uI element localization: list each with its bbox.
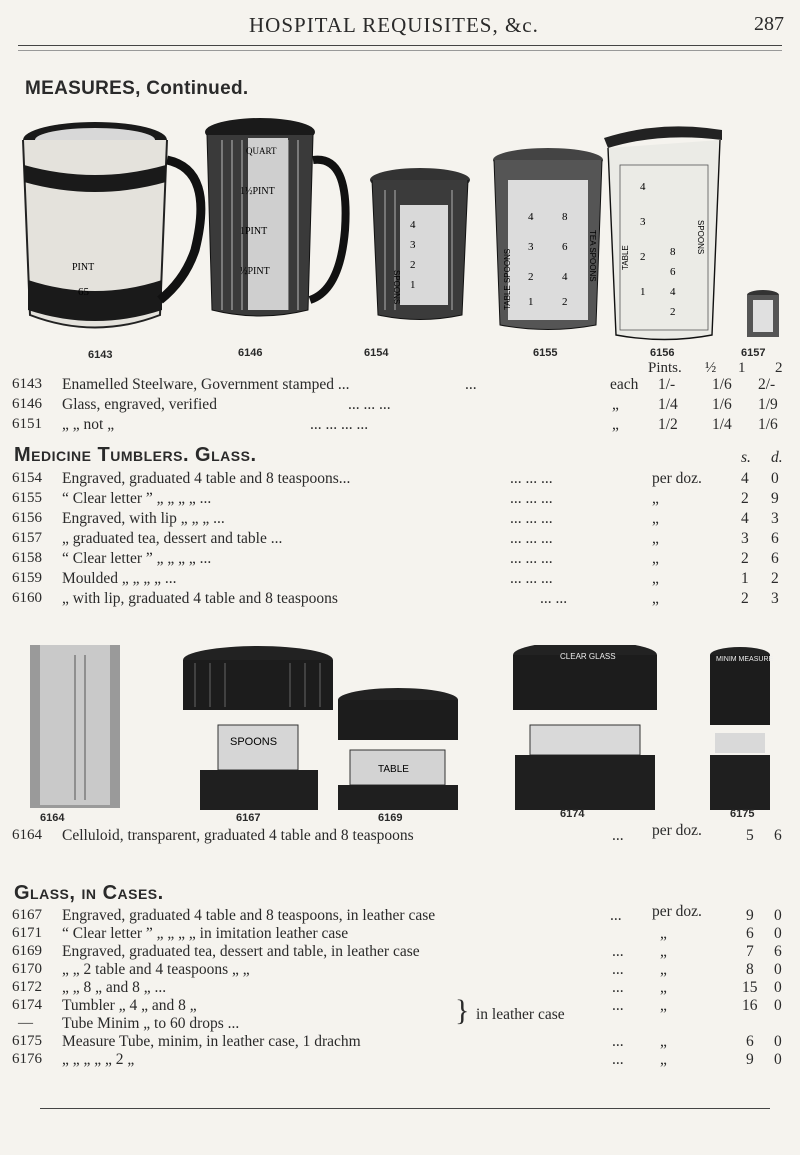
catalogue-number: 6167 <box>12 907 42 923</box>
brace-text: in leather case <box>476 1006 565 1023</box>
header-rule <box>18 45 782 46</box>
leader-dots: ... <box>612 1033 624 1050</box>
item-description: Engraved, graduated 4 table and 8 teaspoons, in leather case <box>62 907 436 924</box>
unit: „ <box>660 943 667 960</box>
figure-number-6143: 6143 <box>88 349 113 361</box>
price-shillings: 1 <box>741 570 749 587</box>
case-6169-illustration <box>338 688 458 810</box>
pints-header-half: ½ <box>705 360 717 376</box>
catalogue-number: 6143 <box>12 376 42 392</box>
figure-number-6174: 6174 <box>560 808 585 820</box>
leader-dots: ... ... ... <box>348 396 391 413</box>
svg-text:4: 4 <box>562 271 568 283</box>
svg-text:2: 2 <box>640 251 646 263</box>
svg-text:4: 4 <box>670 286 676 298</box>
cases-illustrations <box>0 645 800 815</box>
leader-dots: ... <box>612 961 624 978</box>
item-description: „ „ not „ <box>62 416 115 433</box>
item-description: “ Clear letter ” „ „ „ „ ... <box>62 490 212 507</box>
svg-text:6: 6 <box>562 241 568 253</box>
celluloid-unit: per doz. <box>652 822 702 839</box>
unit: „ <box>652 570 659 587</box>
svg-text:3: 3 <box>528 241 534 253</box>
unit: „ <box>652 510 659 527</box>
leader-dots: ... ... ... <box>510 530 553 547</box>
leader-dots: ... ... ... <box>510 550 553 567</box>
celluloid-description: Celluloid, transparent, graduated 4 table and 8 teaspoons <box>62 827 414 844</box>
figure-number-6155: 6155 <box>533 347 558 359</box>
catalogue-number: 6171 <box>12 925 42 941</box>
mug-label: PINT <box>72 262 95 273</box>
leader-dots: ... <box>612 997 624 1014</box>
medicine-tumbler-illustration <box>370 168 470 320</box>
svg-text:4: 4 <box>410 219 416 231</box>
item-description: Engraved, graduated 4 table and 8 teaspoons... <box>62 470 351 487</box>
catalogue-number: 6174 <box>12 997 42 1013</box>
case-spoons-label: SPOONS <box>230 736 278 748</box>
price-pence: 6 <box>771 530 779 547</box>
item-description: “ Clear letter ” „ „ „ „ in imitation leather case <box>62 925 349 942</box>
svg-text:1: 1 <box>528 296 534 308</box>
jug-pint-half-upper-label: 1½PINT <box>240 186 275 197</box>
catalogue-number: 6170 <box>12 961 42 977</box>
price-pence: 0 <box>774 1051 782 1068</box>
catalogue-number: 6175 <box>12 1033 42 1049</box>
svg-text:6: 6 <box>670 266 676 278</box>
price-pence: 2 <box>771 570 779 587</box>
price-pence: 0 <box>774 907 782 924</box>
catalogue-number: — <box>18 1015 33 1031</box>
measure-spoons-label: SPOONS <box>696 220 705 255</box>
item-description: „ „ 8 „ and 8 „ ... <box>62 979 167 996</box>
item-description: Engraved, with lip „ „ „ ... <box>62 510 225 527</box>
item-description: Moulded „ „ „ „ ... <box>62 570 177 587</box>
svg-text:1: 1 <box>640 286 646 298</box>
catalogue-number: 6172 <box>12 979 42 995</box>
unit: „ <box>652 490 659 507</box>
section-title: MEASURES, Continued. <box>25 78 249 99</box>
unit: „ <box>652 530 659 547</box>
leader-dots: ... ... ... <box>510 470 553 487</box>
price-pence: 6 <box>774 943 782 960</box>
price-shillings: 6 <box>746 1033 754 1050</box>
case-clear-glass-label: CLEAR GLASS <box>560 652 616 661</box>
price-shillings: 9 <box>746 1051 754 1068</box>
case-6167-illustration <box>183 646 333 810</box>
case-minim-label: MINIM MEASURE <box>716 656 774 663</box>
price-pence: 0 <box>774 1033 782 1050</box>
footer-rule <box>40 1108 770 1109</box>
price-pence: 0 <box>774 979 782 996</box>
leader-dots: ... <box>465 376 477 393</box>
svg-text:4: 4 <box>640 181 646 193</box>
unit: „ <box>652 590 659 607</box>
unit: „ <box>660 979 667 996</box>
price-shillings: 16 <box>742 997 758 1014</box>
item-description: „ „ „ „ „ 2 „ <box>62 1051 135 1068</box>
catalogue-number: 6159 <box>12 570 42 586</box>
leader-dots: ... <box>612 1051 624 1068</box>
jug-quart-label: QUART <box>246 146 277 156</box>
price-shillings: 7 <box>746 943 754 960</box>
price-shillings: 3 <box>741 530 749 547</box>
beaker-table-spoons-label: TABLE SPOONS <box>503 248 512 310</box>
leader-dots: ... <box>610 907 622 924</box>
celluloid-price-shillings: 5 <box>746 827 754 844</box>
leader-dots: ... ... ... <box>510 510 553 527</box>
price-shillings: 15 <box>742 979 758 996</box>
price-one-pint: 1/6 <box>712 376 732 393</box>
svg-text:2: 2 <box>670 306 676 318</box>
unit: „ <box>652 550 659 567</box>
celluloid-catalogue-number: 6164 <box>12 827 42 843</box>
enamel-jug-illustration <box>23 122 201 328</box>
figure-number-6156: 6156 <box>650 347 675 359</box>
unit: „ <box>660 925 667 942</box>
leader-dots: ... ... ... <box>510 490 553 507</box>
jug-pint-label: 1PINT <box>240 226 268 237</box>
item-description: „ „ 2 table and 4 teaspoons „ „ <box>62 961 250 978</box>
item-description: „ graduated tea, dessert and table ... <box>62 530 283 547</box>
item-description: Engraved, graduated tea, dessert and table, in leather case <box>62 943 420 960</box>
price-one-pint: 1/6 <box>712 396 732 413</box>
price-shillings: 4 <box>741 470 749 487</box>
price-half-pint: 1/4 <box>658 396 678 413</box>
price-pence: 0 <box>771 470 779 487</box>
pints-header-one: 1 <box>738 360 746 376</box>
case-6174-illustration <box>513 645 657 810</box>
leader-dots: ... ... ... <box>510 570 553 587</box>
celluloid-leader-dots: ... <box>612 827 624 844</box>
catalogue-number: 6156 <box>12 510 42 526</box>
catalogue-number: 6154 <box>12 470 42 486</box>
leader-dots: ... ... <box>540 590 568 607</box>
price-pence: 0 <box>774 925 782 942</box>
measures-illustrations <box>0 110 800 380</box>
catalogue-number: 6176 <box>12 1051 42 1067</box>
celluloid-measure-illustration <box>30 645 120 808</box>
price-shillings: 4 <box>741 510 749 527</box>
mug-mark: 65 <box>78 286 89 298</box>
price-pence: 3 <box>771 590 779 607</box>
price-two-pints: 1/9 <box>758 396 778 413</box>
unit: „ <box>660 961 667 978</box>
beaker-illustration <box>493 148 603 330</box>
unit: each <box>610 376 639 393</box>
unit: „ <box>660 1033 667 1050</box>
small-measure-illustration <box>747 290 779 337</box>
price-shillings: 2 <box>741 490 749 507</box>
graduated-jug-illustration <box>205 118 346 316</box>
case-6175-illustration <box>710 647 774 810</box>
medicine-tumblers-heading: Medicine Tumblers. Glass. <box>14 444 257 466</box>
figure-number-6164: 6164 <box>40 812 65 824</box>
price-shillings: 8 <box>746 961 754 978</box>
price-shillings: 9 <box>746 907 754 924</box>
svg-text:1: 1 <box>410 279 416 291</box>
figure-number-6157: 6157 <box>741 347 766 359</box>
price-half-pint: 1/- <box>658 376 676 393</box>
unit: per doz. <box>652 903 702 920</box>
catalogue-number: 6169 <box>12 943 42 959</box>
catalogue-number: 6157 <box>12 530 42 546</box>
running-title: HOSPITAL REQUISITES, &c. <box>249 13 539 37</box>
figure-number-6169: 6169 <box>378 812 403 824</box>
figure-number-6167: 6167 <box>236 812 261 824</box>
svg-text:2: 2 <box>528 271 534 283</box>
tall-measure-illustration <box>604 126 722 339</box>
glass-in-cases-heading: Glass, in Cases. <box>14 882 164 904</box>
price-shillings: 6 <box>746 925 754 942</box>
catalogue-number: 6151 <box>12 416 42 432</box>
price-pence: 9 <box>771 490 779 507</box>
unit: per doz. <box>652 470 702 487</box>
svg-text:2: 2 <box>410 259 416 271</box>
celluloid-price-pence: 6 <box>774 827 782 844</box>
header-rule-2 <box>18 50 782 51</box>
svg-text:3: 3 <box>410 239 416 251</box>
price-pence: 0 <box>774 961 782 978</box>
pints-header-label: Pints. <box>648 360 682 376</box>
price-pence: 6 <box>771 550 779 567</box>
brace-symbol: } <box>455 994 470 1027</box>
catalogue-number: 6146 <box>12 396 42 412</box>
price-header-shillings: s. <box>741 449 751 466</box>
item-description: „ with lip, graduated 4 table and 8 teaspoons <box>62 590 338 607</box>
figure-number-6175: 6175 <box>730 808 755 820</box>
catalogue-number: 6160 <box>12 590 42 606</box>
price-shillings: 2 <box>741 590 749 607</box>
svg-text:2: 2 <box>562 296 568 308</box>
unit: „ <box>660 1051 667 1068</box>
item-description: Tube Minim „ to 60 drops ... <box>62 1015 240 1032</box>
unit: „ <box>612 416 619 433</box>
price-two-pints: 2/- <box>758 376 776 393</box>
case-table-label: TABLE <box>378 764 409 775</box>
svg-text:8: 8 <box>562 211 568 223</box>
item-description: Tumbler „ 4 „ and 8 „ <box>62 997 197 1014</box>
pints-header-two: 2 <box>775 360 783 376</box>
item-description: Measure Tube, minim, in leather case, 1 drachm <box>62 1033 361 1050</box>
price-pence: 0 <box>774 997 782 1014</box>
measure-table-label: TABLE <box>621 245 630 270</box>
svg-text:3: 3 <box>640 216 646 228</box>
price-header-pence: d. <box>771 449 783 466</box>
leader-dots: ... <box>612 979 624 996</box>
unit: „ <box>660 997 667 1014</box>
catalogue-number: 6158 <box>12 550 42 566</box>
price-one-pint: 1/4 <box>712 416 732 433</box>
jug-half-pint-label: ½PINT <box>240 266 270 277</box>
svg-text:8: 8 <box>670 246 676 258</box>
page-number: 287 <box>754 13 784 35</box>
price-half-pint: 1/2 <box>658 416 678 433</box>
item-description: “ Clear letter ” „ „ „ „ ... <box>62 550 212 567</box>
figure-number-6154: 6154 <box>364 347 389 359</box>
price-pence: 3 <box>771 510 779 527</box>
leader-dots: ... ... ... ... <box>310 416 369 433</box>
item-description: Enamelled Steelware, Government stamped ... <box>62 376 350 393</box>
catalogue-number: 6155 <box>12 490 42 506</box>
unit: „ <box>612 396 619 413</box>
figure-number-6146: 6146 <box>238 347 263 359</box>
beaker-tea-spoons-label: TEA SPOONS <box>588 230 597 282</box>
svg-text:4: 4 <box>528 211 534 223</box>
tumbler-spoons-label: SPOONS <box>392 270 401 305</box>
leader-dots: ... <box>612 943 624 960</box>
item-description: Glass, engraved, verified <box>62 396 217 413</box>
price-two-pints: 1/6 <box>758 416 778 433</box>
price-shillings: 2 <box>741 550 749 567</box>
